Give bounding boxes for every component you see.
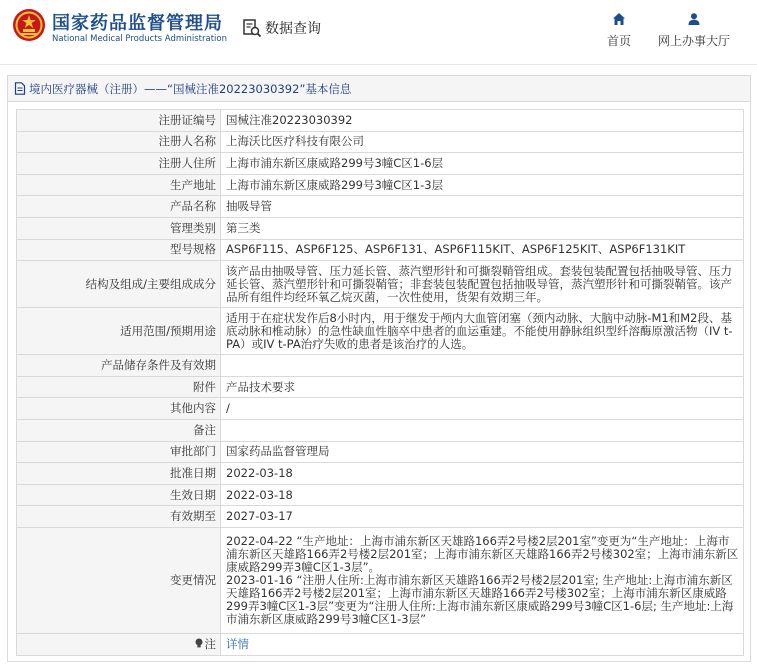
data-query-label: 数据查询 (265, 21, 321, 37)
row-value: 上海沃比医疗科技有限公司 (221, 131, 744, 153)
note-label: 注 (204, 636, 216, 651)
nav-online-office-label: 网上办事大厅 (657, 34, 730, 48)
table-row (17, 527, 744, 633)
note-value (221, 633, 744, 655)
row-value: 2022-03-18 (221, 484, 744, 506)
table-row (17, 174, 744, 196)
nav-online-office[interactable] (656, 12, 732, 49)
site-logo-subtitle[interactable]: National Medical Products Administration (52, 34, 227, 44)
row-label: 附件 (17, 376, 221, 398)
change-history-text: 2022-04-22 “生产地址：上海市浦东新区天雄路166弄2号楼2层201室”变更为“生产地址：上海市浦东新区天雄路166弄2号楼2层201室；上海市浦东新区天雄路166弄2号楼302室；上海市浦东新区康威路299弄3幢C区1-3层”。 2023-01-16 “注册人住所:上海市浦东新区天雄路166弄2号楼2层201室; 生产地址:上海市浦东新区天雄路166弄2号楼2层201室；上海市浦东新区天雄路166弄2号楼302室；上海市浦东新区康威路299弄3幢C区1-3层”变更为“注册人住所:上海市浦东新区康威路299号3幢C区1-6层; 生产地址:上海市浦东新区康威路299号3幢C区1-3层” (226, 533, 739, 626)
national-emblem-icon (12, 8, 46, 42)
row-value (221, 419, 744, 441)
document-icon (14, 82, 26, 95)
row-label: 产品名称 (17, 196, 221, 218)
row-value: 上海市浦东新区康威路299号3幢C区1-6层 (221, 153, 744, 175)
row-label: 审批部门 (17, 441, 221, 463)
table-row (17, 261, 744, 308)
table-row (17, 308, 744, 355)
table-row (17, 463, 744, 485)
row-label: 适用范围/预期用途 (17, 308, 221, 355)
data-query-link[interactable] (242, 17, 321, 39)
row-label: 生效日期 (17, 484, 221, 506)
row-label: 其他内容 (17, 398, 221, 420)
row-value: 产品技术要求 (221, 376, 744, 398)
row-value: 国家药品监督管理局 (221, 441, 744, 463)
row-value: 适用于在症状发作后8小时内，用于继发于颅内大血管闭塞（颈内动脉、大脑中动脉-M1和M2段、基底动脉和椎动脉）的急性缺血性脑卒中患者的血运重建。不能使用静脉组织型纤溶酶原激活物（IV t-PA）或IV t-PA治疗失败的患者是该治疗的人选。 (221, 308, 744, 355)
row-value: 该产品由抽吸导管、压力延长管、蒸汽塑形针和可撕裂鞘管组成。套装包装配置包括抽吸导管、压力延长管、蒸汽塑形针和可撕裂鞘管；非套装包装配置包括抽吸导管，蒸汽塑形针和可撕裂鞘管。该产品所有组件均经环氧乙烷灭菌，一次性使用，货架有效期三年。 (221, 261, 744, 308)
info-panel (7, 75, 751, 662)
table-row (17, 484, 744, 506)
home-icon (612, 12, 626, 26)
row-label: 注册证编号 (17, 110, 221, 132)
table-row (17, 355, 744, 377)
nav-home[interactable] (604, 12, 634, 49)
table-row (17, 217, 744, 239)
header-divider (0, 64, 757, 65)
table-row (17, 153, 744, 175)
table-row (17, 110, 744, 132)
row-value: ASP6F115、ASP6F125、ASP6F131、ASP6F115KIT、ASP6F125KIT、ASP6F131KIT (221, 239, 744, 261)
lightbulb-icon (194, 638, 204, 649)
table-row (17, 239, 744, 261)
table-row (17, 196, 744, 218)
row-value (221, 355, 744, 377)
note-row (17, 633, 744, 655)
row-label: 管理类别 (17, 217, 221, 239)
row-label: 有效期至 (17, 506, 221, 528)
row-label: 变更情况 (17, 527, 221, 633)
row-label: 产品储存条件及有效期 (17, 355, 221, 377)
table-row (17, 398, 744, 420)
row-label: 生产地址 (17, 174, 221, 196)
site-logo-title[interactable]: 国家药品监督管理局 (52, 13, 223, 34)
panel-title-bar (8, 76, 750, 102)
table-row (17, 419, 744, 441)
note-label-cell (17, 633, 221, 655)
row-label: 注册人名称 (17, 131, 221, 153)
table-row (17, 441, 744, 463)
details-link[interactable]: 详情 (226, 636, 249, 651)
table-row (17, 376, 744, 398)
row-value: 2027-03-17 (221, 506, 744, 528)
registration-info-table (16, 109, 744, 656)
row-label: 批准日期 (17, 463, 221, 485)
change-history-value (221, 527, 744, 633)
site-header (0, 0, 757, 64)
row-label: 结构及组成/主要组成成分 (17, 261, 221, 308)
row-label: 备注 (17, 419, 221, 441)
row-value: 抽吸导管 (221, 196, 744, 218)
user-icon (687, 12, 701, 26)
row-value: / (221, 398, 744, 420)
table-row (17, 506, 744, 528)
row-value: 2022-03-18 (221, 463, 744, 485)
document-search-icon (242, 18, 262, 38)
row-label: 型号规格 (17, 239, 221, 261)
nav-home-label: 首页 (606, 34, 631, 48)
row-value: 第三类 (221, 217, 744, 239)
row-label: 注册人住所 (17, 153, 221, 175)
panel-title: 境内医疗器械（注册）——“国械注准20223030392”基本信息 (29, 81, 352, 96)
row-value: 上海市浦东新区康威路299号3幢C区1-3层 (221, 174, 744, 196)
row-value: 国械注准20223030392 (221, 110, 744, 132)
table-row (17, 131, 744, 153)
